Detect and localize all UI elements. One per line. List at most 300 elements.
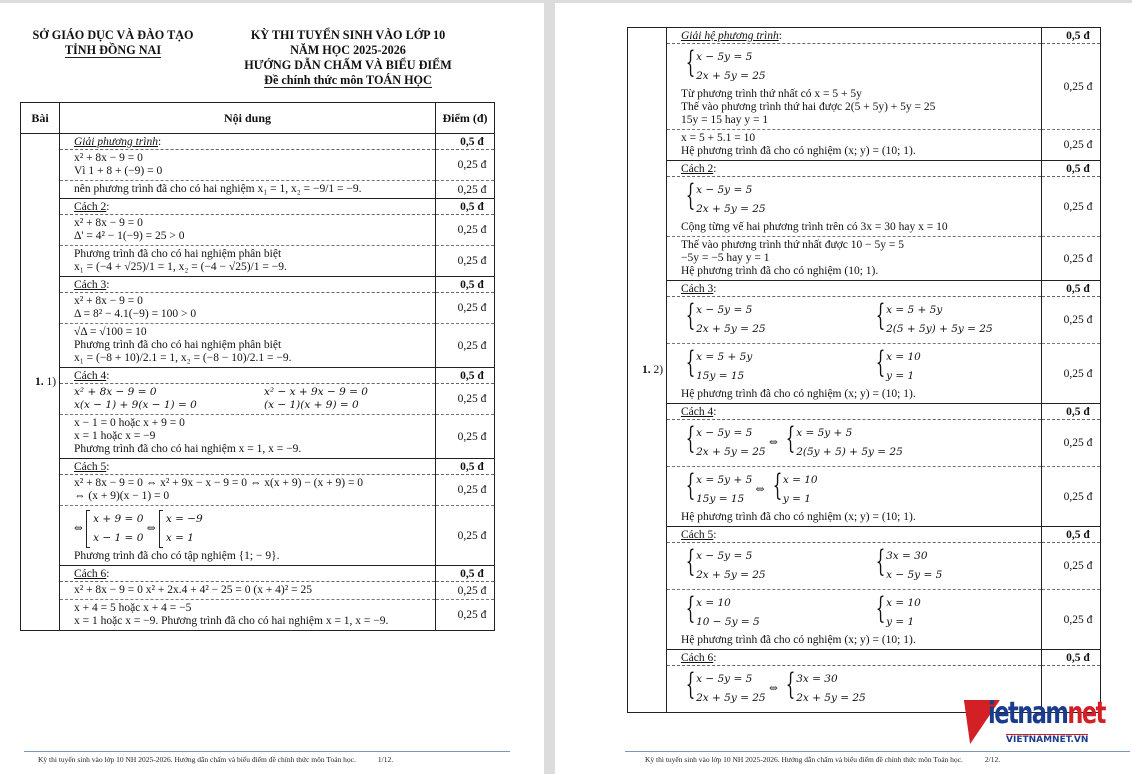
system-left xyxy=(681,299,871,341)
system-rows xyxy=(696,301,766,339)
province-text: TỈNH ĐỒNG NAI xyxy=(64,43,162,57)
content-line: Thế vào phương trình thứ nhất được 10 − 5y = 5 xyxy=(681,239,905,251)
system-left xyxy=(681,545,871,587)
content-line: Phương trình đã cho có hai nghiệm phân biệt xyxy=(74,248,282,260)
content-line: −5y = −5 hay y = 1 xyxy=(681,252,770,264)
step-content xyxy=(667,543,1042,590)
step-points: 0,25 đ xyxy=(436,506,495,566)
content-line: Hệ phương trình đã cho có nghiệm (x; y) = (10; 1). xyxy=(681,388,916,400)
section-title: Cách 5 xyxy=(681,528,714,541)
system-right xyxy=(871,592,921,634)
system-pair xyxy=(681,469,1041,511)
system-rows xyxy=(886,301,993,339)
colon: : xyxy=(713,651,717,664)
equation-system xyxy=(781,667,866,708)
section-title-cell xyxy=(60,134,436,150)
brace-icon: { xyxy=(875,298,886,333)
system-rows xyxy=(796,424,903,462)
step-points: 0,25 đ xyxy=(436,475,495,506)
math-line: x² − x + 9x − 9 = 0 xyxy=(264,386,368,398)
problem-part: 2) xyxy=(650,364,664,376)
brace-icon: { xyxy=(772,468,783,503)
system-equation: x − 5y = 5 xyxy=(696,51,753,63)
step-row xyxy=(628,543,1101,590)
step-row xyxy=(21,246,495,277)
step-points: 0,25 đ xyxy=(1042,344,1101,404)
step-content xyxy=(60,475,436,506)
step-content xyxy=(60,582,436,600)
brace-icon: { xyxy=(685,468,696,503)
bracket-icon xyxy=(86,510,90,548)
system-equation: 2x + 5y = 25 xyxy=(696,692,766,704)
colon: : xyxy=(106,278,110,291)
system-pair xyxy=(681,422,1041,464)
logo-text-b: net xyxy=(1067,696,1105,731)
step-row xyxy=(21,293,495,324)
content-line: x² + 8x − 9 = 0 ⇔ x² + 9x − x − 9 = 0 ⇔ x(x + 9) − (x + 9) = 0 xyxy=(74,477,364,489)
step-row xyxy=(21,415,495,459)
content-line: ⇔ (x + 9)(x − 1) = 0 xyxy=(74,490,170,502)
section-points: 0,5 đ xyxy=(1042,527,1101,543)
section-title: Cách 4 xyxy=(74,369,107,382)
section-title: Cách 5 xyxy=(74,460,107,473)
col-header-points: Điểm (đ) xyxy=(436,103,495,134)
step-content xyxy=(667,237,1042,281)
guide-title: HƯỚNG DẪN CHẤM VÀ BIỂU ĐIỂM xyxy=(244,58,452,72)
system-equation: x − 5y = 5 xyxy=(696,550,753,562)
step-row xyxy=(628,344,1101,404)
colon: : xyxy=(106,567,110,580)
system-equation: 10 − 5y = 5 xyxy=(696,616,760,628)
system-right xyxy=(871,545,942,587)
equation-system xyxy=(681,667,766,708)
section-title-cell xyxy=(60,199,436,215)
step-points: 0,25 đ xyxy=(436,324,495,368)
step-content xyxy=(667,130,1042,161)
section-title-cell xyxy=(60,277,436,293)
content-line: x + 4 = 5 hoặc x + 4 = −5 xyxy=(74,602,192,614)
system-rows xyxy=(696,424,766,462)
system-left xyxy=(681,592,871,634)
school-year: NĂM HỌC 2025-2026 xyxy=(290,43,406,57)
content-line: Phương trình đã cho có tập nghiệm {1; − 9}. xyxy=(74,550,280,562)
brace-icon: { xyxy=(875,345,886,380)
bracket-line xyxy=(74,508,435,550)
section-row xyxy=(21,199,495,215)
equation-system xyxy=(681,544,766,585)
step-content xyxy=(667,177,1042,237)
section-title: Giải hệ phương trình xyxy=(681,29,779,42)
step-row xyxy=(21,384,495,415)
brace-icon: { xyxy=(685,298,696,333)
step-points: 0,25 đ xyxy=(1042,420,1101,467)
step-row xyxy=(21,150,495,181)
step-points: 0,25 đ xyxy=(436,582,495,600)
col-header-content: Nội dung xyxy=(60,103,436,134)
section-points: 0,5 đ xyxy=(1042,650,1101,666)
section-title-cell xyxy=(60,368,436,384)
content-line: x² + 8x − 9 = 0 xyxy=(74,152,143,164)
math-line: (x − 1)(x + 9) = 0 xyxy=(264,399,359,411)
section-title: Cách 2 xyxy=(681,162,714,175)
step-row xyxy=(628,130,1101,161)
system-rows xyxy=(696,48,766,86)
system-rows xyxy=(696,547,766,585)
step-points: 0,25 đ xyxy=(436,246,495,277)
math-left xyxy=(74,386,264,412)
system-equation: x − 5y = 5 xyxy=(696,184,753,196)
grading-table-2 xyxy=(627,27,1101,713)
system-equation: x = 5 + 5y xyxy=(696,351,753,363)
problem-label xyxy=(21,134,60,631)
content-line: Phương trình đã cho có hai nghiệm phân biệt xyxy=(74,339,282,351)
step-content xyxy=(60,181,436,199)
content-line: x − 1 = 0 hoặc x + 9 = 0 xyxy=(74,417,185,429)
step-points: 0,25 đ xyxy=(436,215,495,246)
content-line: Phương trình đã cho có hai nghiệm x = 1, x = −9. xyxy=(74,443,302,455)
system-equation: y = 1 xyxy=(886,370,915,382)
equation-system xyxy=(871,298,993,339)
system-rows xyxy=(783,471,818,509)
colon: : xyxy=(713,405,717,418)
section-title-cell xyxy=(667,281,1042,297)
section-points: 0,5 đ xyxy=(436,459,495,475)
content-line: x = 1 hoặc x = −9. Phương trình đã cho có hai nghiệm x = 1, x = −9. xyxy=(74,615,389,627)
system-equation: x = 5 + 5y xyxy=(886,304,943,316)
math-right xyxy=(264,386,368,412)
content-line: 15y = 15 hay y = 1 xyxy=(681,114,769,126)
system-equation: x − 5y = 5 xyxy=(696,304,753,316)
step-row xyxy=(628,420,1101,467)
system-equation: x = 10 xyxy=(886,351,921,363)
content-line: x = 1 hoặc x = −9 xyxy=(74,430,156,442)
system-rows xyxy=(696,181,766,219)
step-content xyxy=(60,293,436,324)
section-row xyxy=(21,277,495,293)
content-line: Hệ phương trình đã cho có nghiệm (x; y) = (10; 1). xyxy=(681,511,916,523)
step-content xyxy=(60,415,436,459)
system-equation: x − 5y = 5 xyxy=(696,427,753,439)
section-row xyxy=(21,566,495,582)
section-title-cell xyxy=(667,28,1042,44)
system-equation: 2x + 5y = 25 xyxy=(696,569,766,581)
step-content xyxy=(60,150,436,181)
page-footer xyxy=(625,751,1130,764)
step-content xyxy=(60,506,436,566)
step-row xyxy=(21,582,495,600)
grading-table-1 xyxy=(20,102,495,631)
brace-icon: { xyxy=(685,667,696,702)
content-line: Hệ phương trình đã cho có nghiệm (10; 1). xyxy=(681,265,879,277)
system-equation: 2x + 5y = 25 xyxy=(696,203,766,215)
section-row xyxy=(628,281,1101,297)
step-content xyxy=(60,246,436,277)
logo-subtitle: VIETNAMNET.VN xyxy=(1006,735,1089,745)
step-content xyxy=(60,215,436,246)
equivalence-symbol: ⇔ xyxy=(143,522,159,535)
content-line: x = 5 + 5.1 = 10 xyxy=(681,132,756,144)
step-row xyxy=(21,600,495,631)
equivalence-symbol: ⇔ xyxy=(765,682,782,695)
system-right xyxy=(871,299,993,341)
brace-icon: { xyxy=(875,544,886,579)
equation-system xyxy=(681,421,766,462)
colon: : xyxy=(106,460,110,473)
step-row xyxy=(628,297,1101,344)
section-title: Cách 6 xyxy=(74,567,107,580)
exam-title: KỲ THI TUYỂN SINH VÀO LỚP 10 xyxy=(250,28,446,42)
page-footer xyxy=(24,751,510,764)
content-line: nên phương trình đã cho có hai nghiệm x₁ = 1, x₂ = −9/1 = −9. xyxy=(74,183,362,195)
equation-system xyxy=(681,345,753,386)
logo-text xyxy=(988,696,1105,731)
bracket-rows xyxy=(166,510,203,548)
step-points: 0,25 đ xyxy=(1042,177,1101,237)
department-name: SỞ GIÁO DỤC VÀ ĐÀO TẠO xyxy=(32,28,194,42)
bracket-equation: x = −9 xyxy=(165,513,203,525)
system-equation: y = 1 xyxy=(782,493,811,505)
section-row xyxy=(628,527,1101,543)
system-rows xyxy=(696,670,766,708)
equation-system xyxy=(681,468,753,509)
step-points: 0,25 đ xyxy=(436,600,495,631)
section-title: Cách 3 xyxy=(681,282,714,295)
colon: : xyxy=(778,29,782,42)
colon: : xyxy=(106,200,110,213)
brace-icon: { xyxy=(685,345,696,380)
equation-system xyxy=(681,45,766,86)
brace-icon: { xyxy=(785,667,796,702)
system-rows xyxy=(796,670,866,708)
problem-number: 1. xyxy=(642,364,651,376)
brace-icon: { xyxy=(785,421,796,456)
section-title-cell xyxy=(667,527,1042,543)
step-points: 0,25 đ xyxy=(436,181,495,199)
step-content xyxy=(667,297,1042,344)
colon: : xyxy=(157,135,162,148)
step-row xyxy=(628,590,1101,650)
section-row xyxy=(628,28,1101,44)
step-points: 0,25 đ xyxy=(436,293,495,324)
step-row xyxy=(21,475,495,506)
system-equation: 2x + 5y = 25 xyxy=(696,446,766,458)
step-points: 0,25 đ xyxy=(1042,297,1101,344)
system-equation: y = 1 xyxy=(886,616,915,628)
content-line: Từ phương trình thứ nhất có x = 5 + 5y xyxy=(681,88,862,100)
equation-system xyxy=(681,298,766,339)
section-title-cell xyxy=(60,566,436,582)
equation-bracket xyxy=(86,510,143,548)
page-number: 2/12. xyxy=(984,755,1001,764)
step-row xyxy=(21,324,495,368)
footer-text: Kỳ thi tuyển sinh vào lớp 10 NH 2025-2026. Hướng dẫn chấm và biểu điểm đề chính thức môn Toán học. xyxy=(645,755,963,764)
section-title-cell xyxy=(667,404,1042,420)
step-content xyxy=(667,44,1042,130)
step-row xyxy=(21,506,495,566)
logo-text-a: ietnam xyxy=(988,696,1068,731)
system-rows xyxy=(696,594,760,632)
content-line: x₁ = (−4 + √25)/1 = 1, x₂ = (−4 − √25)/1 = −9. xyxy=(74,261,287,273)
step-row xyxy=(628,44,1101,130)
content-line: Hệ phương trình đã cho có nghiệm (x; y) = (10; 1). xyxy=(681,634,916,646)
system-equation: 2x + 5y = 25 xyxy=(796,692,866,704)
bracket-equation: x − 1 = 0 xyxy=(93,532,144,544)
step-row xyxy=(21,215,495,246)
section-row xyxy=(21,368,495,384)
col-header-bai: Bài xyxy=(21,103,60,134)
system-equation: x = 10 xyxy=(782,474,818,486)
two-column-math xyxy=(74,386,435,412)
step-points: 0,25 đ xyxy=(1042,237,1101,281)
content-line: x² + 8x − 9 = 0 x² + 2x.4 + 4² − 25 = 0 (x + 4)² = 25 xyxy=(74,584,312,596)
system-equation: 2(5y + 5) + 5y = 25 xyxy=(796,446,903,458)
section-title: Cách 4 xyxy=(681,405,714,418)
step-points: 0,25 đ xyxy=(1042,130,1101,161)
step-content xyxy=(667,467,1042,527)
equivalence-symbol: ⇔ xyxy=(765,436,782,449)
header-department xyxy=(18,28,208,58)
system-equation: 3x = 30 xyxy=(886,550,928,562)
system-pair xyxy=(681,346,1041,388)
section-title: Cách 2 xyxy=(74,200,107,213)
header-exam xyxy=(228,28,468,88)
step-points: 0,25 đ xyxy=(436,415,495,459)
section-row xyxy=(21,459,495,475)
content-line: Vì 1 + 8 + (−9) = 0 xyxy=(74,165,163,177)
section-title: Cách 3 xyxy=(74,278,107,291)
colon: : xyxy=(713,528,717,541)
system-equation: 3x = 30 xyxy=(796,673,838,685)
equation-system xyxy=(871,591,921,632)
colon: : xyxy=(106,369,110,382)
equation-system xyxy=(781,421,903,462)
content-line: x₁ = (−8 + 10)/2.1 = 1, x₂ = (−8 − 10)/2.1 = −9. xyxy=(74,352,292,364)
system-equation: 15y = 15 xyxy=(696,493,745,505)
equation-system xyxy=(871,345,921,386)
system-equation: x = 5y + 5 xyxy=(796,427,853,439)
problem-part: 1) xyxy=(43,376,57,388)
section-points: 0,5 đ xyxy=(436,566,495,582)
section-points: 0,5 đ xyxy=(436,134,495,150)
system-rows xyxy=(886,348,921,386)
equation-bracket xyxy=(159,510,203,548)
system-rows xyxy=(696,348,752,386)
bracket-equation: x = 1 xyxy=(165,532,194,544)
content-line: Hệ phương trình đã cho có nghiệm (x; y) = (10; 1). xyxy=(681,145,916,157)
step-points: 0,25 đ xyxy=(1042,44,1101,130)
equation-system xyxy=(681,178,766,219)
content-line: Δ = 8² − 4.1(−9) = 100 > 0 xyxy=(74,308,197,320)
section-row xyxy=(628,161,1101,177)
subject-line xyxy=(228,73,468,88)
content-line: Cộng từng vế hai phương trình trên có 3x = 30 hay x = 10 xyxy=(681,221,948,233)
brace-icon: { xyxy=(685,591,696,626)
section-points: 0,5 đ xyxy=(1042,28,1101,44)
system-rows xyxy=(886,547,942,585)
step-row xyxy=(628,467,1101,527)
step-points: 0,25 đ xyxy=(436,384,495,415)
colon: : xyxy=(713,282,717,295)
step-content xyxy=(667,420,1042,467)
section-title-cell xyxy=(667,650,1042,666)
section-points: 0,5 đ xyxy=(436,277,495,293)
brace-icon: { xyxy=(685,178,696,213)
brace-icon: { xyxy=(685,45,696,80)
system-left xyxy=(681,346,871,388)
system-line xyxy=(681,46,1041,88)
step-content xyxy=(60,324,436,368)
page-number: 1/12. xyxy=(377,755,394,764)
step-content xyxy=(60,384,436,415)
system-equation: x − 5y = 5 xyxy=(696,673,753,685)
system-line xyxy=(681,179,1041,221)
section-points: 0,5 đ xyxy=(1042,161,1101,177)
footer-text: Kỳ thi tuyển sinh vào lớp 10 NH 2025-2026. Hướng dẫn chấm và biểu điểm đề chính thức môn Toán học. xyxy=(38,755,356,764)
bracket-icon xyxy=(159,510,163,548)
equivalence-symbol: ⇔ xyxy=(74,522,87,535)
equation-system xyxy=(768,468,818,509)
problem-number: 1. xyxy=(35,376,44,388)
page-2 xyxy=(555,3,1132,774)
system-rows xyxy=(696,471,752,509)
section-points: 0,5 đ xyxy=(436,199,495,215)
section-title-cell xyxy=(60,459,436,475)
vietnamnet-watermark xyxy=(958,694,1108,746)
section-points: 0,5 đ xyxy=(1042,281,1101,297)
system-equation: x − 5y = 5 xyxy=(886,569,943,581)
step-row xyxy=(628,237,1101,281)
system-equation: 2(5 + 5y) + 5y = 25 xyxy=(886,323,993,335)
section-title: Cách 6 xyxy=(681,651,714,664)
step-content xyxy=(667,590,1042,650)
brace-icon: { xyxy=(685,421,696,456)
equation-system xyxy=(871,544,943,585)
system-equation: x = 10 xyxy=(886,597,921,609)
system-equation: 2x + 5y = 25 xyxy=(696,70,766,82)
step-content xyxy=(60,600,436,631)
brace-icon: { xyxy=(685,544,696,579)
equation-system xyxy=(681,591,760,632)
content-line: Thế vào phương trình thứ hai được 2(5 + 5y) + 5y = 25 xyxy=(681,101,936,113)
section-title: Giải phương trình xyxy=(74,135,158,148)
math-line: x(x − 1) + 9(x − 1) = 0 xyxy=(74,399,197,411)
section-points: 0,5 đ xyxy=(436,368,495,384)
step-points: 0,25 đ xyxy=(1042,543,1101,590)
equivalence-symbol: ⇔ xyxy=(752,483,768,496)
content-line: x² + 8x − 9 = 0 xyxy=(74,295,143,307)
system-rows xyxy=(886,594,921,632)
bracket-equation: x + 9 = 0 xyxy=(93,513,144,525)
section-row xyxy=(21,134,495,150)
system-equation: 2x + 5y = 25 xyxy=(696,323,766,335)
bracket-rows xyxy=(93,510,143,548)
system-right xyxy=(871,346,921,388)
colon: : xyxy=(713,162,717,175)
system-equation: x = 10 xyxy=(696,597,731,609)
province-name xyxy=(18,43,208,58)
section-row xyxy=(628,650,1101,666)
system-equation: 15y = 15 xyxy=(696,370,745,382)
brace-icon: { xyxy=(875,591,886,626)
content-line: x² + 8x − 9 = 0 xyxy=(74,217,143,229)
step-row xyxy=(21,181,495,199)
system-pair xyxy=(681,592,1041,634)
section-title-cell xyxy=(667,161,1042,177)
step-content xyxy=(667,344,1042,404)
system-pair xyxy=(681,299,1041,341)
system-equation: x = 5y + 5 xyxy=(696,474,753,486)
step-points: 0,25 đ xyxy=(1042,590,1101,650)
